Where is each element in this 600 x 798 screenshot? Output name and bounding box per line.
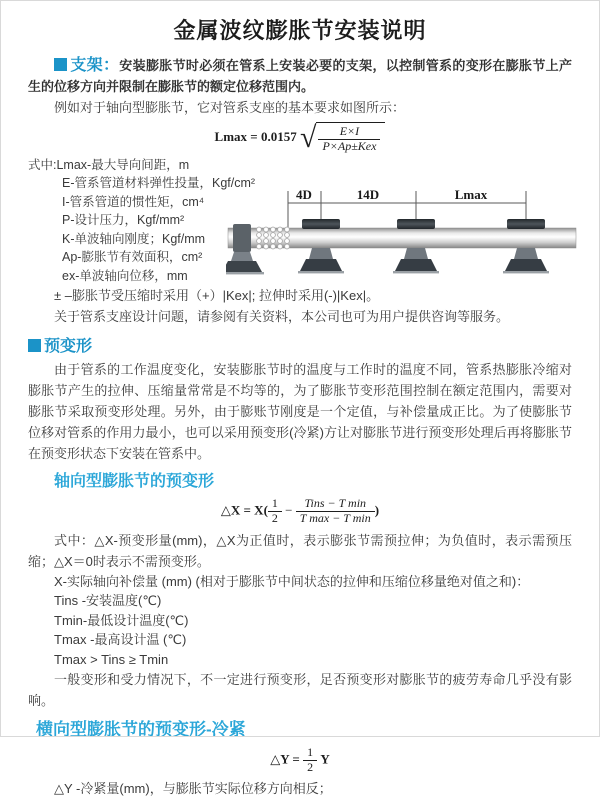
axial-note-line: 一般变形和受力情况下，不一定进行预变形，足否预变形对膨胀节的疲劳寿命几乎没有影响。: [28, 672, 572, 709]
predeform-body-paragraph: 由于管系的工作温度变化，安装膨胀节时的温度与工作时的温度不同，管系热膨胀冷缩对膨胀节产生的拉伸、压缩量常常是不均等的，为了膨胀节变形范围控制在额定范围内，需要对膨胀节采取预变形处理。另外，由于膨账节刚度是一个定值，与补偿量成正比。为了使膨胀节位移对管系的作用力最小，也可以采用预变形(冷紧)方让对膨胀节进行预变形处理后再将膨胀节在预变形状态下安装在管系中。: [28, 362, 572, 462]
lmax-formula: [28, 122, 572, 154]
axial-temp-numerator: Tins − T min: [304, 496, 367, 511]
axial-formula: [28, 497, 572, 526]
support-example-line: 例如对于轴向型膨胀节，它对管系支座的基本要求如图所示：: [54, 100, 406, 115]
definition-line: K-单波轴向刚度；Kgf/mm: [62, 231, 206, 246]
predeform-heading-label: 预变形: [44, 338, 93, 356]
axial-half-denominator: 2: [268, 511, 282, 526]
section-square-icon: [28, 339, 41, 352]
lateral-numerator: 1: [307, 745, 314, 760]
page-title: 金属波纹膨胀节安装说明: [173, 18, 427, 43]
section-square-icon: [54, 58, 67, 71]
consulting-note-line: 关于管系支座设计问题，请参阅有关资料，本公司也可为用户提供咨询等服务。: [54, 309, 510, 325]
definition-line: I-管系管道的惯性矩，cm⁴: [62, 194, 205, 209]
lmax-formula-numerator: E×I: [339, 124, 360, 138]
lateral-note-line: △Y -冷紧量(mm)，与膨胀节实际位移方向相反；: [54, 780, 332, 796]
definition-line: Ap-膨胀节有效面积，cm²: [62, 250, 203, 265]
kex-note-line: ± –膨胀节受压缩时采用（+）|Kex|; 拉伸时采用(-)|Kex|。: [54, 288, 380, 304]
definitions-and-diagram: [28, 156, 572, 286]
support-section-heading: 支架：: [70, 57, 120, 74]
definition-line: E-管系管道材料弹性投量，Kgf/cm²: [62, 176, 256, 191]
support-intro-text: 安装膨胀节时必须在管系上安装必要的支架，以控制管系的变形在膨胀节上产生的位移方向并限制在膨胀节的额定位移范围内。: [28, 58, 572, 94]
temp-inequality-line: Tmax > Tins ≥ Tmin: [54, 651, 169, 667]
minus-sign: −: [285, 502, 293, 518]
definition-line: P-设计压力，Kgf/mm²: [62, 213, 185, 228]
support-intro-paragraph: [28, 55, 572, 97]
x-definition-line: X-实际轴向补偿量 (mm) (相对于膨胀节中间状态的拉伸和压缩位移量绝对值之和)：: [54, 573, 530, 589]
lateral-subheading: 横向型膨胀节的预变形-冷紧: [36, 720, 246, 740]
axial-explain-paragraph: 式中：△X-预变形量(mm)，△X为正值时，表示膨张节需预拉伸；为负值时，表示需预压缩；△X＝0时表示不需预变形。: [28, 532, 572, 569]
radical-symbol: √: [299, 121, 317, 155]
axial-subheading: 轴向型膨胀节的预变形: [54, 473, 215, 491]
lateral-denominator: 2: [303, 760, 317, 775]
lmax-formula-denominator: P×Ap±Kex: [318, 139, 380, 154]
temp-line-tins: Tins -安装温度(℃): [54, 593, 162, 609]
lmax-formula-lhs: Lmax = 0.0157: [214, 128, 297, 144]
definition-line: ex-单波轴向位移，mm: [62, 268, 188, 283]
axial-half-numerator: 1: [271, 496, 278, 511]
lateral-formula-lhs: △Y =: [270, 751, 300, 767]
predeform-section-heading: [28, 333, 572, 356]
dimension-label-lmax: Lmax: [454, 187, 488, 202]
lateral-formula: [28, 746, 572, 775]
temp-line-tmin: Tmin-最低设计温度(℃): [54, 612, 189, 628]
sqrt-radical: [300, 122, 385, 154]
dimension-label-4d: 4D: [296, 187, 312, 202]
dimension-label-14d: 14D: [356, 187, 380, 202]
axial-formula-rhs: ): [374, 502, 380, 518]
axial-formula-lhs: △X = X(: [220, 502, 268, 518]
lateral-formula-rhs: Y: [320, 751, 330, 767]
pipe-support-diagram: [226, 188, 578, 286]
temp-line-tmax: Tmax -最高设计温 (℃): [54, 632, 187, 648]
definition-line: 式中:Lmax-最大导向间距，m: [28, 157, 190, 172]
axial-temp-denominator: T max − T min: [296, 511, 375, 526]
